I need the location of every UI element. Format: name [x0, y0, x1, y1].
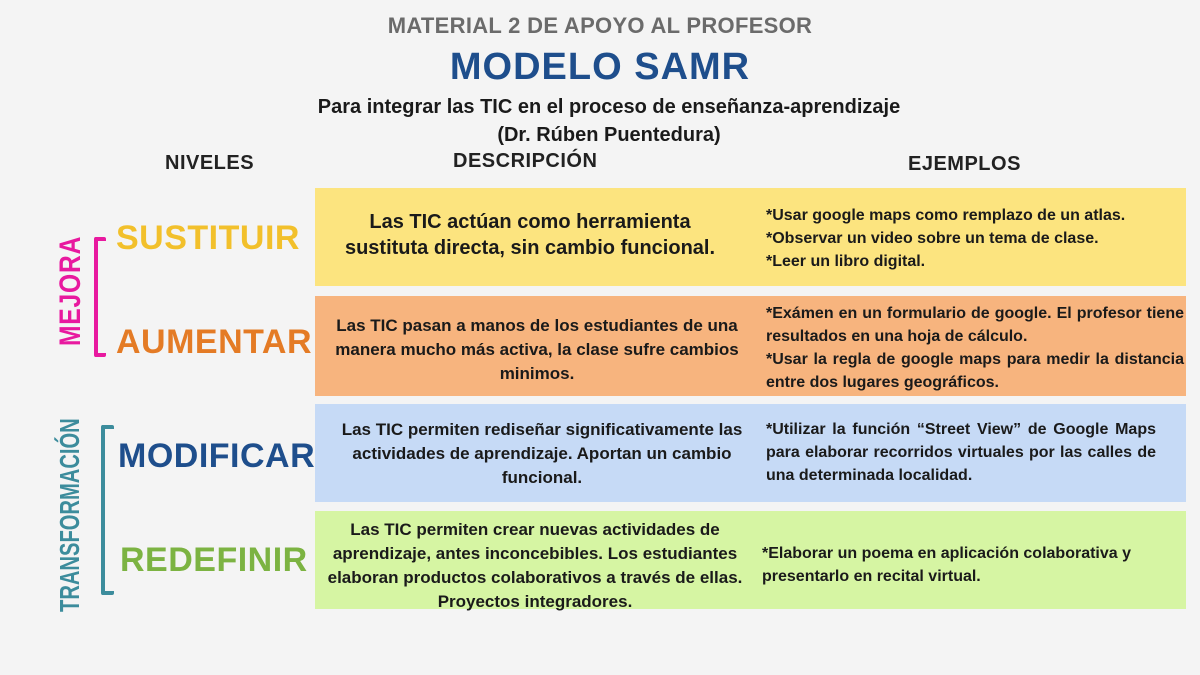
page-subtitle: Para integrar las TIC en el proceso de enseñanza-aprendizaje	[317, 96, 901, 118]
example-item: *Exámen en un formulario de google. El profesor tiene resultados en una hoja de cálculo.	[766, 305, 1184, 345]
level-redefinir: REDEFINIR	[120, 541, 308, 579]
examples-redefinir	[762, 542, 1182, 588]
header-kicker: MATERIAL 2 DE APOYO AL PROFESOR	[387, 13, 813, 38]
examples-sustituir	[766, 204, 1186, 273]
level-sustituir: SUSTITUIR	[116, 219, 300, 257]
description-sustituir: Las TIC actúan como herramienta sustituta directa, sin cambio funcional.	[344, 211, 716, 259]
example-item: *Usar la regla de google maps para medir la distancia entre dos lugares geográficos.	[766, 351, 1184, 391]
column-header-descripcion: DESCRIPCIÓN	[453, 150, 598, 172]
group-label-transformacion: TRANSFORMACIÓN	[54, 418, 85, 612]
level-modificar: MODIFICAR	[118, 437, 316, 475]
page-author: (Dr. Rúben Puentedura)	[497, 124, 721, 146]
description-aumentar: Las TIC pasan a manos de los estudiantes de una manera mucho más activa, la clase sufre cambios minimos.	[335, 316, 739, 383]
examples-aumentar	[766, 302, 1184, 394]
example-item: *Utilizar la función “Street View” de Google Maps para elaborar recorridos virtuales por las calles de una determinada localidad.	[766, 421, 1156, 484]
group-label-mejora: MEJORA	[54, 235, 87, 346]
examples-modificar	[766, 418, 1156, 487]
page-title: MODELO SAMR	[449, 46, 751, 88]
example-item: *Leer un libro digital.	[766, 253, 926, 270]
description-redefinir: Las TIC permiten crear nuevas actividades de aprendizaje, antes inconcebibles. Los estudiantes elaboran productos colaborativos a través de ellas. Proyectos integradores.	[327, 520, 743, 611]
transformacion-bracket	[101, 425, 114, 595]
column-header-niveles: NIVELES	[165, 152, 255, 174]
description-modificar: Las TIC permiten rediseñar significativamente las actividades de aprendizaje. Aportan un cambio funcional.	[341, 420, 743, 487]
example-item: *Observar un video sobre un tema de clase.	[766, 230, 1099, 247]
example-item: *Elaborar un poema en aplicación colaborativa y presentarlo en recital virtual.	[762, 545, 1132, 585]
example-item: *Usar google maps como remplazo de un atlas.	[766, 207, 1126, 224]
mejora-bracket	[94, 237, 106, 357]
level-aumentar: AUMENTAR	[116, 323, 313, 361]
column-header-ejemplos: EJEMPLOS	[908, 153, 1021, 175]
